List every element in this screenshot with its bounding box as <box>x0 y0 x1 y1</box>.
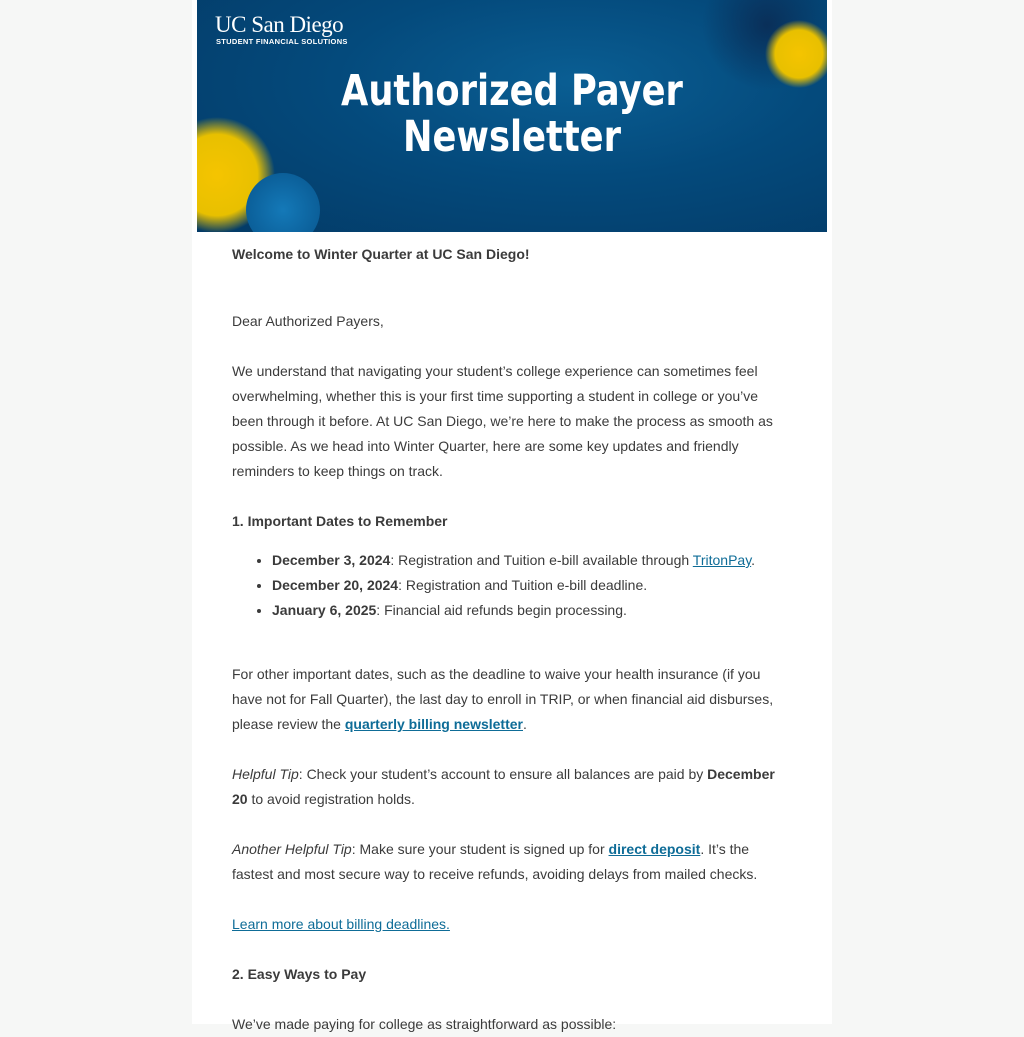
tip-text: : Make sure your student is signed up for <box>351 841 609 857</box>
welcome-heading: Welcome to Winter Quarter at UC San Diego! <box>232 246 530 262</box>
tritonpay-link[interactable]: TritonPay <box>692 552 752 568</box>
salutation: Dear Authorized Payers, <box>232 313 384 329</box>
section-2-intro: We’ve made paying for college as straightforward as possible: <box>232 1016 617 1032</box>
date-description: : Registration and Tuition e-bill deadline. <box>398 577 648 593</box>
tip-label: Helpful Tip <box>232 766 299 782</box>
newsletter-body <box>192 0 832 1032</box>
title-line-1: Authorized Payer <box>341 66 683 116</box>
learn-more-paragraph <box>232 912 792 937</box>
important-dates-list <box>232 548 792 623</box>
date-description: : Financial aid refunds begin processing. <box>376 602 627 618</box>
logo-subtitle: STUDENT FINANCIAL SOLUTIONS <box>216 37 348 46</box>
tip-text: : Check your student’s account to ensure all balances are paid by <box>298 766 708 782</box>
intro-paragraph: We understand that navigating your student’s college experience can sometimes feel overwhelming, whether this is your first time supporting a student in college or you’ve been through it before. At UC San Diego, we’re here to make the process as smooth as possible. As we head into Winter Quarter, here are some key updates and friendly reminders to keep things on track. <box>232 363 773 479</box>
header-banner <box>197 0 827 232</box>
date: December 3, 2024 <box>272 552 391 568</box>
tip-label: Another Helpful Tip <box>232 841 352 857</box>
date: January 6, 2025 <box>272 602 377 618</box>
quarterly-billing-newsletter-link[interactable]: quarterly billing newsletter <box>344 716 523 732</box>
list-item <box>272 548 792 573</box>
helpful-tip <box>232 762 792 812</box>
newsletter-content <box>232 242 792 1037</box>
another-helpful-tip <box>232 837 792 887</box>
learn-more-billing-link[interactable]: Learn more about billing deadlines. <box>232 916 450 932</box>
tip-text-end: to avoid registration holds. <box>247 791 415 807</box>
ucsd-logo: UC San Diego <box>215 12 344 37</box>
other-dates-text: For other important dates, such as the deadline to waive your health insurance (if you have not for Fall Quarter), the last day to enroll in TRIP, or when financial aid disburses, please review the <box>232 666 774 732</box>
date-description: : Registration and Tuition e-bill available through <box>390 552 693 568</box>
list-item <box>272 573 792 598</box>
date: December 20, 2024 <box>272 577 399 593</box>
title-line-2: Newsletter <box>402 112 621 162</box>
punctuation: . <box>751 552 756 568</box>
direct-deposit-link[interactable]: direct deposit <box>608 841 701 857</box>
newsletter-title <box>254 68 771 160</box>
tip-text-end: . It’s the fastest and most secure way to receive refunds, avoiding delays from mailed checks. <box>232 841 758 882</box>
tip-deadline: December 20 <box>232 766 775 807</box>
list-item <box>272 598 792 623</box>
section-2-heading: 2. Easy Ways to Pay <box>232 966 367 982</box>
section-1-heading: 1. Important Dates to Remember <box>232 513 448 529</box>
punctuation: . <box>523 716 527 732</box>
other-dates-paragraph <box>232 662 792 737</box>
